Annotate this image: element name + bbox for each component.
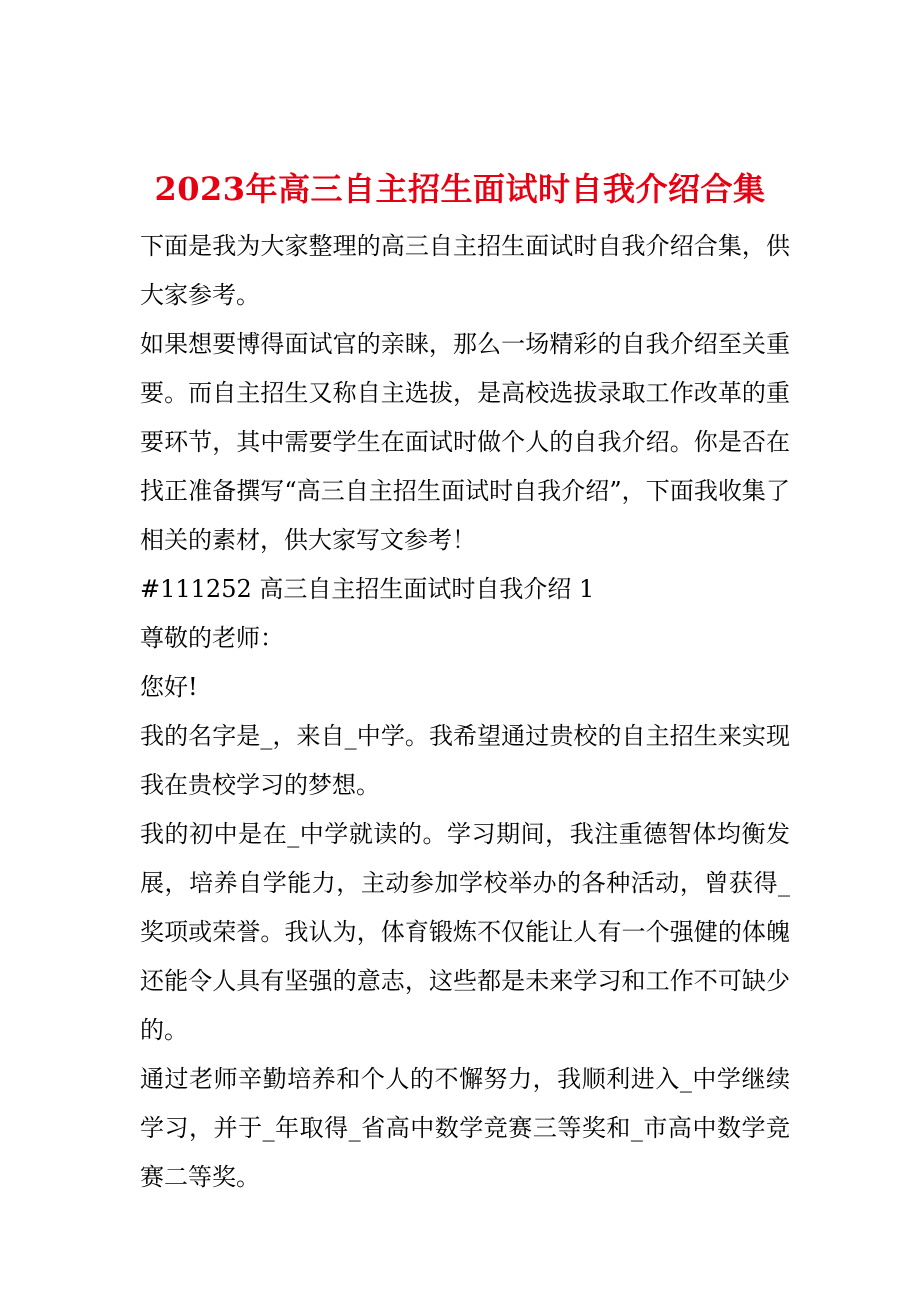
document-title: 2023年高三自主招生面试时自我介绍合集 — [154, 170, 766, 209]
paragraph-junior-high: 我的初中是在_中学就读的。学习期间，我注重德智体均衡发展，培养自学能力，主动参加学校举办的各种活动，曾获得_奖项或荣誉。我认为，体育锻炼不仅能让人有一个强健的体魄还能令人具有坚强的意志，这些都是未来学习和工作不可缺少的。 — [140, 820, 790, 1044]
document-body — [140, 222, 790, 1202]
greeting: 您好! — [140, 673, 198, 701]
paragraph-achievements: 通过老师辛勤培养和个人的不懈努力，我顺利进入_中学继续学习，并于_年取得_省高中数学竞赛三等奖和_市高中数学竞赛二等奖。 — [140, 1065, 790, 1191]
salutation: 尊敬的老师： — [140, 624, 284, 652]
paragraph-background: 如果想要博得面试官的亲睐，那么一场精彩的自我介绍至关重要。而自主招生又称自主选拔，是高校选拔录取工作改革的重要环节，其中需要学生在面试时做个人的自我介绍。你是否在找正准备撰写“高三自主招生面试时自我介绍”，下面我收集了相关的素材，供大家写文参考！ — [140, 330, 790, 554]
section-heading: #111252 高三自主招生面试时自我介绍 1 — [140, 575, 595, 603]
paragraph-name: 我的名字是_，来自_中学。我希望通过贵校的自主招生来实现我在贵校学习的梦想。 — [140, 722, 790, 799]
paragraph-intro: 下面是我为大家整理的高三自主招生面试时自我介绍合集，供大家参考。 — [140, 232, 790, 309]
